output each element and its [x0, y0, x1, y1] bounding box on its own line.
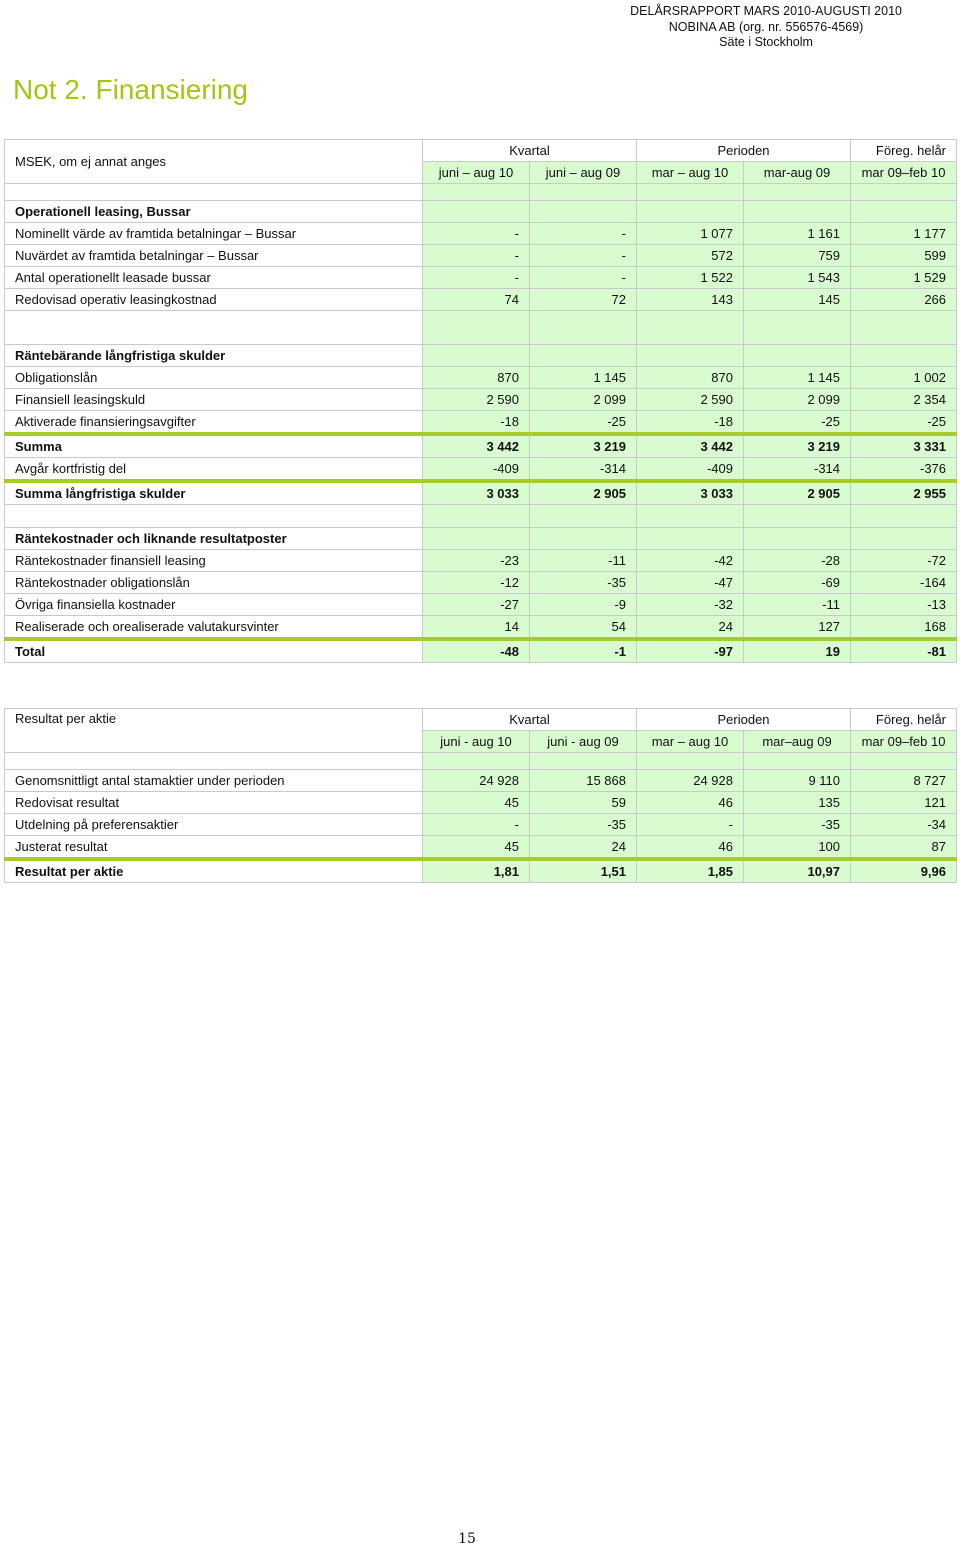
table-row [5, 223, 957, 245]
group-header: Perioden [637, 709, 851, 731]
spacer-cell [423, 201, 530, 223]
row-value: 2 590 [423, 389, 530, 411]
table-row [5, 770, 957, 792]
row-value: - [530, 223, 637, 245]
period-header: mar – aug 10 [637, 731, 744, 753]
row-value: 3 033 [423, 481, 530, 505]
row-value: -18 [423, 411, 530, 435]
row-value: 1 145 [744, 367, 851, 389]
table-row [5, 836, 957, 860]
spacer-cell [851, 201, 957, 223]
row-value: -48 [423, 639, 530, 663]
row-value: 100 [744, 836, 851, 860]
spacer-cell [530, 753, 637, 770]
row-value: 145 [744, 289, 851, 311]
spacer-cell [637, 184, 744, 201]
row-value: 1 522 [637, 267, 744, 289]
spacer-cell [851, 505, 957, 528]
row-value: 59 [530, 792, 637, 814]
row-value: - [423, 223, 530, 245]
spacer-cell [851, 345, 957, 367]
row-value: 45 [423, 792, 530, 814]
row-value: 1,81 [423, 859, 530, 883]
table-label: Resultat per aktie [5, 709, 423, 753]
table-row [5, 550, 957, 572]
report-header [630, 4, 902, 51]
row-value: 2 354 [851, 389, 957, 411]
spacer-cell [637, 201, 744, 223]
row-value: -35 [530, 572, 637, 594]
spacer-cell [423, 505, 530, 528]
row-value: 9,96 [851, 859, 957, 883]
row-value: 1 077 [637, 223, 744, 245]
spacer-cell [5, 184, 423, 201]
spacer-cell [5, 753, 423, 770]
row-label: Realiserade och orealiserade valutakursvinter [5, 616, 423, 640]
section-title-row [5, 528, 957, 550]
spacer-cell [851, 528, 957, 550]
period-header: mar – aug 10 [637, 162, 744, 184]
spacer-cell [851, 753, 957, 770]
row-label: Nuvärdet av framtida betalningar – Bussar [5, 245, 423, 267]
total-row [5, 639, 957, 663]
spacer-cell [530, 505, 637, 528]
row-value: 3 442 [423, 434, 530, 458]
row-value: -12 [423, 572, 530, 594]
row-value: 3 219 [530, 434, 637, 458]
row-value: 1 543 [744, 267, 851, 289]
report-header-company: NOBINA AB (org. nr. 556576-4569) [668, 19, 864, 34]
row-value: 3 033 [637, 481, 744, 505]
header-row [5, 140, 957, 162]
row-value: - [530, 267, 637, 289]
row-value: 2 905 [744, 481, 851, 505]
table-row [5, 616, 957, 640]
row-value: 15 868 [530, 770, 637, 792]
row-value: -28 [744, 550, 851, 572]
spacer-row [5, 311, 957, 345]
table-row [5, 411, 957, 435]
row-value: -1 [530, 639, 637, 663]
spacer-cell [744, 505, 851, 528]
row-value: 1 145 [530, 367, 637, 389]
row-value: -25 [851, 411, 957, 435]
earnings-per-share-table [4, 708, 957, 883]
row-value: 2 590 [637, 389, 744, 411]
row-label: Övriga finansiella kostnader [5, 594, 423, 616]
row-value: -34 [851, 814, 957, 836]
row-value: 19 [744, 639, 851, 663]
row-value: 10,97 [744, 859, 851, 883]
row-value: - [637, 814, 744, 836]
period-header: mar 09–feb 10 [851, 162, 957, 184]
period-header: juni - aug 09 [530, 731, 637, 753]
section-title: Räntekostnader och liknande resultatposter [5, 528, 423, 550]
row-value: -376 [851, 458, 957, 482]
spacer-cell [530, 201, 637, 223]
row-value: 1,85 [637, 859, 744, 883]
row-value: -409 [637, 458, 744, 482]
row-value: -314 [744, 458, 851, 482]
total-row [5, 481, 957, 505]
spacer-cell [637, 311, 744, 345]
table-row [5, 814, 957, 836]
spacer-cell [530, 345, 637, 367]
row-value: 24 [530, 836, 637, 860]
row-value: 266 [851, 289, 957, 311]
summa-row [5, 434, 957, 458]
spacer-cell [744, 201, 851, 223]
row-value: 1 002 [851, 367, 957, 389]
row-label: Redovisat resultat [5, 792, 423, 814]
row-value: 9 110 [744, 770, 851, 792]
period-header: juni - aug 10 [423, 731, 530, 753]
row-value: 87 [851, 836, 957, 860]
row-value: 3 219 [744, 434, 851, 458]
table-row [5, 289, 957, 311]
row-value: -97 [637, 639, 744, 663]
row-value: -42 [637, 550, 744, 572]
table-row [5, 245, 957, 267]
row-label: Utdelning på preferensaktier [5, 814, 423, 836]
row-value: 14 [423, 616, 530, 640]
table-row [5, 389, 957, 411]
spacer-cell [744, 753, 851, 770]
row-value: 1,51 [530, 859, 637, 883]
row-value: -35 [530, 814, 637, 836]
row-label: Avgår kortfristig del [5, 458, 423, 482]
row-value: 759 [744, 245, 851, 267]
header-row [5, 709, 957, 731]
row-value: -164 [851, 572, 957, 594]
section-title-row [5, 345, 957, 367]
section-title: Operationell leasing, Bussar [5, 201, 423, 223]
page-number: 15 [458, 1531, 476, 1547]
row-value: 54 [530, 616, 637, 640]
row-value: 2 955 [851, 481, 957, 505]
row-value: 46 [637, 836, 744, 860]
spacer-cell [637, 528, 744, 550]
row-value: -11 [530, 550, 637, 572]
row-value: 870 [423, 367, 530, 389]
period-header: juni – aug 10 [423, 162, 530, 184]
row-value: -11 [744, 594, 851, 616]
row-value: -409 [423, 458, 530, 482]
row-label: Antal operationellt leasade bussar [5, 267, 423, 289]
table-row [5, 267, 957, 289]
row-value: 2 905 [530, 481, 637, 505]
row-value: 168 [851, 616, 957, 640]
row-value: 135 [744, 792, 851, 814]
row-value: -314 [530, 458, 637, 482]
row-label: Finansiell leasingskuld [5, 389, 423, 411]
row-label: Summa [5, 434, 423, 458]
row-value: 72 [530, 289, 637, 311]
row-value: -25 [744, 411, 851, 435]
section-title-row [5, 201, 957, 223]
spacer-cell [851, 311, 957, 345]
row-value: - [423, 814, 530, 836]
spacer-cell [744, 184, 851, 201]
table-row [5, 367, 957, 389]
row-value: 24 928 [637, 770, 744, 792]
row-value: 870 [637, 367, 744, 389]
row-label: Total [5, 639, 423, 663]
period-header: mar 09–feb 10 [851, 731, 957, 753]
spacer-cell [744, 311, 851, 345]
table-row [5, 792, 957, 814]
spacer-row [5, 753, 957, 770]
table-row [5, 594, 957, 616]
row-value: -35 [744, 814, 851, 836]
report-header-title: DELÅRSRAPPORT MARS 2010-AUGUSTI 2010 [630, 4, 902, 18]
row-value: -69 [744, 572, 851, 594]
row-value: 45 [423, 836, 530, 860]
total-row [5, 859, 957, 883]
row-label: Genomsnittligt antal stamaktier under perioden [5, 770, 423, 792]
group-header: Kvartal [423, 709, 637, 731]
row-value: -47 [637, 572, 744, 594]
page-title: Not 2. Finansiering [13, 74, 249, 105]
row-value: - [530, 245, 637, 267]
row-value: -13 [851, 594, 957, 616]
section-title: Räntebärande långfristiga skulder [5, 345, 423, 367]
spacer-cell [744, 345, 851, 367]
spacer-cell [637, 345, 744, 367]
row-value: -25 [530, 411, 637, 435]
spacer-cell [851, 184, 957, 201]
period-header: juni – aug 09 [530, 162, 637, 184]
table-row [5, 458, 957, 482]
table-row [5, 572, 957, 594]
row-value: 1 161 [744, 223, 851, 245]
row-value: 1 529 [851, 267, 957, 289]
row-label: Justerat resultat [5, 836, 423, 860]
row-value: 121 [851, 792, 957, 814]
row-value: -9 [530, 594, 637, 616]
spacer-cell [423, 528, 530, 550]
spacer-cell [637, 753, 744, 770]
group-header: Föreg. helår [851, 709, 957, 731]
row-value: -81 [851, 639, 957, 663]
row-label: Nominellt värde av framtida betalningar – Bussar [5, 223, 423, 245]
spacer-cell [423, 345, 530, 367]
spacer-cell [5, 311, 423, 345]
report-header-seat: Säte i Stockholm [719, 35, 813, 49]
group-header: Kvartal [423, 140, 637, 162]
row-value: 143 [637, 289, 744, 311]
row-value: 8 727 [851, 770, 957, 792]
row-value: 599 [851, 245, 957, 267]
row-value: 2 099 [744, 389, 851, 411]
row-value: 2 099 [530, 389, 637, 411]
row-label: Obligationslån [5, 367, 423, 389]
row-label: Räntekostnader obligationslån [5, 572, 423, 594]
row-value: 24 928 [423, 770, 530, 792]
group-header: Perioden [637, 140, 851, 162]
row-value: 46 [637, 792, 744, 814]
row-value: - [423, 267, 530, 289]
group-header: Föreg. helår [851, 140, 957, 162]
row-label: Räntekostnader finansiell leasing [5, 550, 423, 572]
row-value: 572 [637, 245, 744, 267]
row-label: Redovisad operativ leasingkostnad [5, 289, 423, 311]
table-label: MSEK, om ej annat anges [5, 140, 423, 184]
spacer-cell [423, 184, 530, 201]
spacer-cell [637, 505, 744, 528]
spacer-cell [530, 528, 637, 550]
row-value: -27 [423, 594, 530, 616]
row-value: -18 [637, 411, 744, 435]
spacer-cell [744, 528, 851, 550]
period-header: mar-aug 09 [744, 162, 851, 184]
spacer-cell [5, 505, 423, 528]
spacer-row [5, 184, 957, 201]
row-value: 24 [637, 616, 744, 640]
row-label: Aktiverade finansieringsavgifter [5, 411, 423, 435]
row-value: 3 331 [851, 434, 957, 458]
spacer-cell [530, 311, 637, 345]
row-value: 1 177 [851, 223, 957, 245]
spacer-cell [423, 311, 530, 345]
row-value: -32 [637, 594, 744, 616]
spacer-row [5, 505, 957, 528]
row-value: -72 [851, 550, 957, 572]
row-label: Summa långfristiga skulder [5, 481, 423, 505]
spacer-cell [530, 184, 637, 201]
row-value: 74 [423, 289, 530, 311]
row-value: 3 442 [637, 434, 744, 458]
financing-table [4, 139, 957, 663]
period-header: mar–aug 09 [744, 731, 851, 753]
row-value: 127 [744, 616, 851, 640]
row-value: -23 [423, 550, 530, 572]
row-value: - [423, 245, 530, 267]
row-label: Resultat per aktie [5, 859, 423, 883]
spacer-cell [423, 753, 530, 770]
